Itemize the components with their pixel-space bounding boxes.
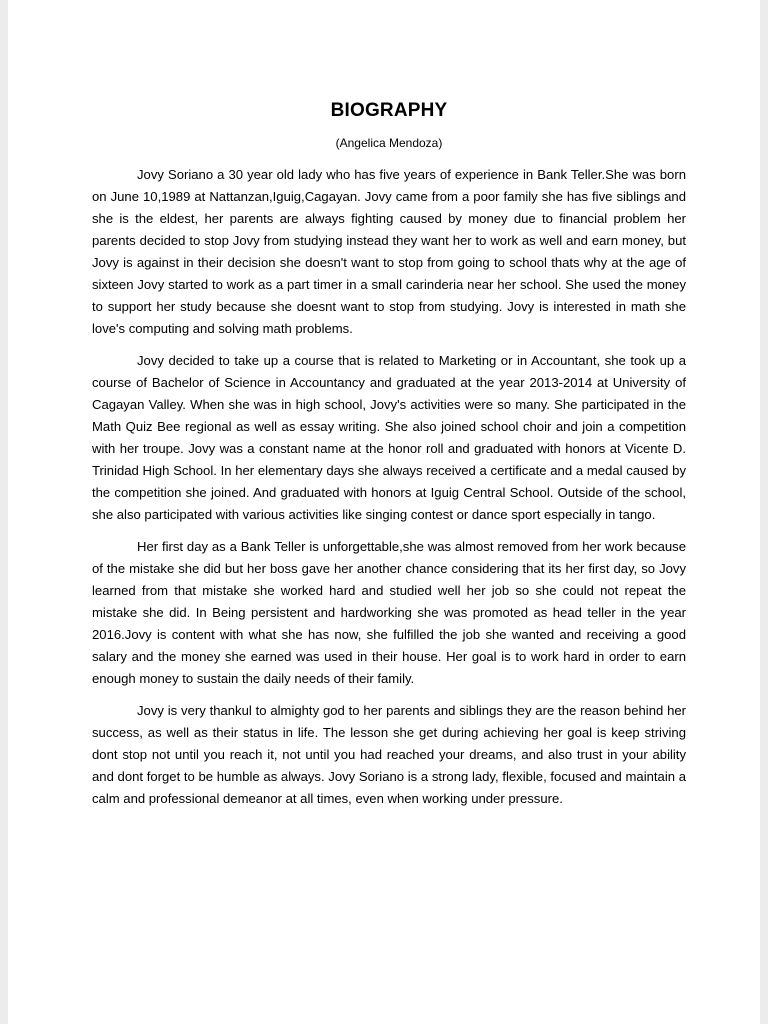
- paragraph-2: Jovy decided to take up a course that is related to Marketing or in Accountant, she took up a course of Bachelor of Science in Accountancy and graduated at the year 2013-2014 at University of Cagayan Valley. When she was in high school, Jovy's activities were so many. She participated in the Math Quiz Bee regional as well as essay writing. She also joined school choir and join a competition with her troupe. Jovy was a constant name at the honor roll and graduated with honors at Vicente D. Trinidad High School. In her elementary days she always received a certificate and a medal caused by the competition she joined. And graduated with honors at Iguig Central School. Outside of the school, she also participated with various activities like singing contest or dance sport especially in tango.: [92, 353, 686, 522]
- paragraph-3: Her first day as a Bank Teller is unforgettable,she was almost removed from her work because of the mistake she did but her boss gave her another chance considering that its her first day, so Jovy learned from that mistake she worked hard and studied well her job so she could not repeat the mistake she did. In Being persistent and hardworking she was promoted as head teller in the year 2016.Jovy is content with what she has now, she fulfilled the job she wanted and receiving a good salary and the money she earned was used in their house. Her goal is to work hard in order to earn enough money to sustain the daily needs of their family.: [92, 539, 686, 686]
- document-title: BIOGRAPHY: [330, 100, 448, 121]
- document-author: (Angelica Mendoza): [335, 136, 443, 150]
- paragraph-4: Jovy is very thankul to almighty god to her parents and siblings they are the reason behind her success, as well as their status in life. The lesson she get during achieving her goal is keep striving dont stop not until you reach it, not until you had reached your dreams, and also trust in your ability and dont forget to be humble as always. Jovy Soriano is a strong lady, flexible, focused and maintain a calm and professional demeanor at all times, even when working under pressure.: [92, 703, 686, 806]
- document-page: [8, 0, 760, 1024]
- paragraph-1: Jovy Soriano a 30 year old lady who has five years of experience in Bank Teller.She was born on June 10,1989 at Nattanzan,Iguig,Cagayan. Jovy came from a poor family she has five siblings and she is the eldest, her parents are always fighting caused by money due to financial problem her parents decided to stop Jovy from studying instead they want her to work as well and earn money, but Jovy is against in their decision she doesn't want to stop from going to school thats why at the age of sixteen Jovy started to work as a part timer in a small carinderia near her school. She used the money to support her study because she doesnt want to stop from studying. Jovy is interested in math she love's computing and solving math problems.: [92, 167, 686, 336]
- document-body: [92, 100, 686, 810]
